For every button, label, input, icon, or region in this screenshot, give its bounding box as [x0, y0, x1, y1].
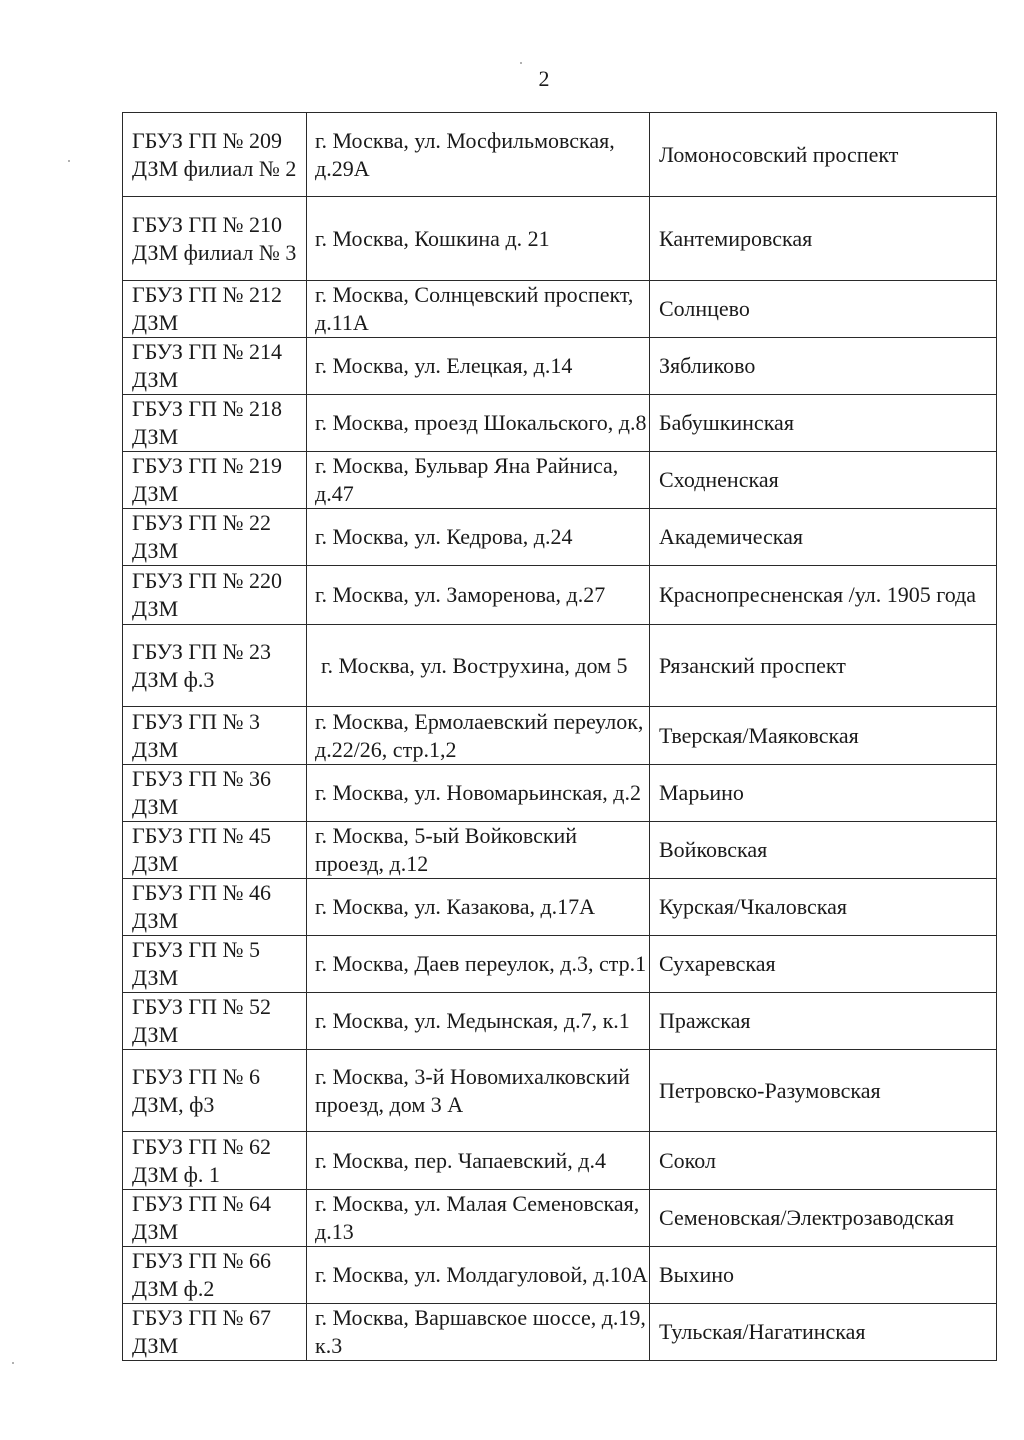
address-cell: г. Москва, ул. Казакова, д.17А: [307, 879, 650, 936]
clinic-name-cell: ГБУЗ ГП № 62 ДЗМ ф. 1: [123, 1132, 307, 1190]
address-cell: г. Москва, Кошкина д. 21: [307, 197, 650, 281]
address-cell: г. Москва, ул. Кедрова, д.24: [307, 509, 650, 566]
address-cell: г. Москва, ул. Малая Семеновская, д.13: [307, 1190, 650, 1247]
metro-station-cell: Тульская/Нагатинская: [650, 1304, 997, 1361]
metro-station-cell: Солнцево: [650, 281, 997, 338]
metro-station-cell: Тверская/Маяковская: [650, 707, 997, 765]
clinic-name-cell: ГБУЗ ГП № 22 ДЗМ: [123, 509, 307, 566]
metro-station-cell: Зябликово: [650, 338, 997, 395]
clinic-name-cell: ГБУЗ ГП № 218 ДЗМ: [123, 395, 307, 452]
address-cell: г. Москва, 3-й Новомихалковский проезд, дом 3 А: [307, 1050, 650, 1132]
clinic-name-cell: ГБУЗ ГП № 67 ДЗМ: [123, 1304, 307, 1361]
metro-station-cell: Войковская: [650, 822, 997, 879]
clinic-name-cell: ГБУЗ ГП № 23 ДЗМ ф.3: [123, 625, 307, 707]
table-row: [123, 338, 997, 395]
address-cell: г. Москва, ул. Новомарьинская, д.2: [307, 765, 650, 822]
clinics-table: [122, 112, 997, 1361]
address-cell: г. Москва, ул. Вострухина, дом 5: [307, 625, 650, 707]
table-row: [123, 1050, 997, 1132]
table-row: [123, 395, 997, 452]
metro-station-cell: Бабушкинская: [650, 395, 997, 452]
metro-station-cell: Кантемировская: [650, 197, 997, 281]
clinic-name-cell: ГБУЗ ГП № 220 ДЗМ: [123, 566, 307, 625]
metro-station-cell: Ломоносовский проспект: [650, 113, 997, 197]
metro-station-cell: Пражская: [650, 993, 997, 1050]
table-row: [123, 879, 997, 936]
clinic-name-cell: ГБУЗ ГП № 212 ДЗМ: [123, 281, 307, 338]
table-row: [123, 1190, 997, 1247]
metro-station-cell: Курская/Чкаловская: [650, 879, 997, 936]
address-cell: г. Москва, ул. Заморенова, д.27: [307, 566, 650, 625]
clinic-name-cell: ГБУЗ ГП № 219 ДЗМ: [123, 452, 307, 509]
address-cell: г. Москва, проезд Шокальского, д.8: [307, 395, 650, 452]
address-cell: г. Москва, ул. Молдагуловой, д.10А: [307, 1247, 650, 1304]
clinic-name-cell: ГБУЗ ГП № 46 ДЗМ: [123, 879, 307, 936]
address-cell: г. Москва, Солнцевский проспект, д.11А: [307, 281, 650, 338]
address-cell: г. Москва, пер. Чапаевский, д.4: [307, 1132, 650, 1190]
table-row: [123, 281, 997, 338]
table-row: [123, 1132, 997, 1190]
clinic-name-cell: ГБУЗ ГП № 214 ДЗМ: [123, 338, 307, 395]
clinic-name-cell: ГБУЗ ГП № 45 ДЗМ: [123, 822, 307, 879]
metro-station-cell: Сухаревская: [650, 936, 997, 993]
page-number: 2: [538, 66, 550, 91]
address-cell: г. Москва, Ермолаевский переулок, д.22/26, стр.1,2: [307, 707, 650, 765]
table-row: [123, 452, 997, 509]
clinic-name-cell: ГБУЗ ГП № 3 ДЗМ: [123, 707, 307, 765]
table-row: [123, 822, 997, 879]
table-row: [123, 1247, 997, 1304]
table-row: [123, 765, 997, 822]
address-cell: г. Москва, Даев переулок, д.3, стр.1: [307, 936, 650, 993]
metro-station-cell: Сокол: [650, 1132, 997, 1190]
metro-station-cell: Краснопресненская /ул. 1905 года: [650, 566, 997, 625]
metro-station-cell: Семеновская/Электрозаводская: [650, 1190, 997, 1247]
clinic-name-cell: ГБУЗ ГП № 6 ДЗМ, ф3: [123, 1050, 307, 1132]
address-cell: г. Москва, Бульвар Яна Райниса, д.47: [307, 452, 650, 509]
clinic-name-cell: ГБУЗ ГП № 64 ДЗМ: [123, 1190, 307, 1247]
clinic-name-cell: ГБУЗ ГП № 52 ДЗМ: [123, 993, 307, 1050]
scan-speck: [68, 160, 70, 162]
table-row: [123, 509, 997, 566]
address-cell: г. Москва, ул. Мосфильмовская, д.29А: [307, 113, 650, 197]
scan-speck: [12, 1362, 14, 1364]
clinic-name-cell: ГБУЗ ГП № 66 ДЗМ ф.2: [123, 1247, 307, 1304]
metro-station-cell: Выхино: [650, 1247, 997, 1304]
table-row: [123, 113, 997, 197]
clinic-name-cell: ГБУЗ ГП № 5 ДЗМ: [123, 936, 307, 993]
clinic-name-cell: ГБУЗ ГП № 210 ДЗМ филиал № 3: [123, 197, 307, 281]
address-cell: г. Москва, ул. Медынская, д.7, к.1: [307, 993, 650, 1050]
address-cell: г. Москва, 5-ый Войковский проезд, д.12: [307, 822, 650, 879]
clinic-name-cell: ГБУЗ ГП № 209 ДЗМ филиал № 2: [123, 113, 307, 197]
table-row: [123, 197, 997, 281]
table-row: [123, 993, 997, 1050]
table-row: [123, 707, 997, 765]
metro-station-cell: Рязанский проспект: [650, 625, 997, 707]
metro-station-cell: Академическая: [650, 509, 997, 566]
metro-station-cell: Марьино: [650, 765, 997, 822]
table-row: [123, 625, 997, 707]
scan-speck: [520, 62, 522, 64]
table-row: [123, 566, 997, 625]
metro-station-cell: Сходненская: [650, 452, 997, 509]
clinic-name-cell: ГБУЗ ГП № 36 ДЗМ: [123, 765, 307, 822]
table-row: [123, 936, 997, 993]
address-cell: г. Москва, Варшавское шоссе, д.19, к.3: [307, 1304, 650, 1361]
metro-station-cell: Петровско-Разумовская: [650, 1050, 997, 1132]
address-cell: г. Москва, ул. Елецкая, д.14: [307, 338, 650, 395]
table-row: [123, 1304, 997, 1361]
